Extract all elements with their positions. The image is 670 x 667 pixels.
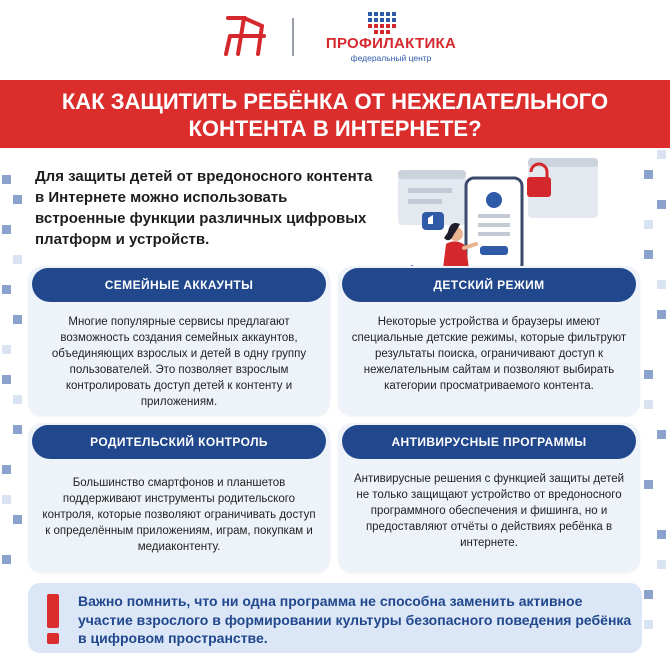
- decor-squares-right: [640, 150, 670, 650]
- profilaktika-logo: [316, 12, 466, 62]
- important-note: [28, 583, 642, 653]
- note-text: Важно помнить, что ни одна программа не способна заменить активное участие взрослого в формировании культуры безопасного поведения ребёнка в цифровом пространстве.: [78, 593, 632, 646]
- card-title: СЕМЕЙНЫЕ АККАУНТЫ: [32, 268, 326, 302]
- phone-woman-illustration: [388, 152, 613, 277]
- logo-divider: [292, 18, 294, 56]
- card-parental-control: [28, 423, 330, 573]
- card-family-accounts: [28, 266, 330, 416]
- card-text: Большинство смартфонов и планшетов поддерживают инструменты родительского контроля, которые позволяют ограничивать доступ к определённым приложениям, играм, покупкам и медиаконтенту.: [42, 477, 316, 553]
- card-text: Многие популярные сервисы предлагают возможность создания семейных аккаунтов, объединяющих взрослых и детей в одну группу пользователей. Это позволяет взрослым контролировать доступ детей к контенту и приложениям.: [51, 316, 307, 408]
- card-title: АНТИВИРУСНЫЕ ПРОГРАММЫ: [342, 425, 636, 459]
- decor-squares-left: [0, 165, 24, 585]
- logo-grid-icon: [368, 12, 398, 34]
- card-text: Антивирусные решения с функцией защиты детей не только защищают устройство от вредоносного программного обеспечения и фишинга, но и предоставляют отчёты о действиях ребёнка в интернете.: [353, 473, 625, 549]
- intro-text: Для защиты детей от вредоносного контента в Интернете можно использовать встроенные функции различных цифровых платформ и устройств.: [35, 168, 373, 248]
- card-title: РОДИТЕЛЬСКИЙ КОНТРОЛЬ: [32, 425, 326, 459]
- chair-logo-icon: [222, 14, 270, 58]
- card-text: Некоторые устройства и браузеры имеют специальные детские режимы, которые фильтруют результаты поиска, ограничивают доступ к нежелательным сайтам и позволяют выбирать категории просматриваемого контента.: [351, 316, 627, 392]
- card-antivirus: [338, 423, 640, 573]
- exclamation-icon: [44, 590, 62, 646]
- card-title: ДЕТСКИЙ РЕЖИМ: [342, 268, 636, 302]
- logo-subtitle: федеральный центр: [350, 53, 432, 63]
- page-title: КАК ЗАЩИТИТЬ РЕБЁНКА ОТ НЕЖЕЛАТЕЛЬНОГО КОНТЕНТА В ИНТЕРНЕТЕ?: [61, 89, 609, 141]
- logo-name: ПРОФИЛАКТИКА: [325, 35, 457, 52]
- card-kids-mode: [338, 266, 640, 416]
